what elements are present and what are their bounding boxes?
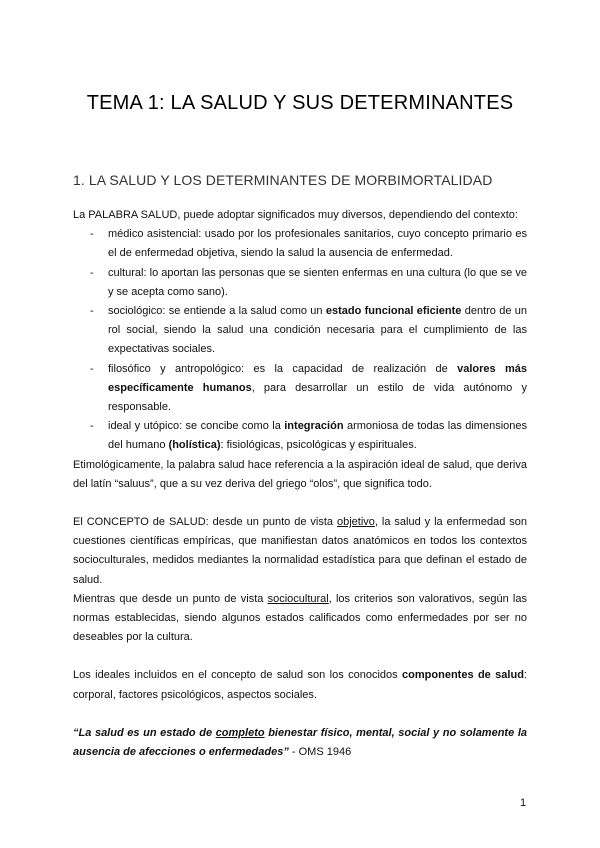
document-body xyxy=(73,206,527,762)
list-item xyxy=(73,302,527,360)
list-item xyxy=(73,264,527,302)
bold-term: valores más específicamente humanos xyxy=(108,362,527,394)
etymology-paragraph: Etimológicamente, la palabra salud hace referencia a la aspiración ideal de salud, que deriva del latín “saluus”, que a su vez deriva del griego “olos”, que significa todo. xyxy=(73,458,527,490)
list-dash: - xyxy=(90,228,94,241)
sociocultural-text: , los criterios son valorativos, según las normas establecidas, siendo algunos estados calificados como enfermedades por ser no deseables por la cultura. xyxy=(73,592,527,644)
list-dash: - xyxy=(90,362,94,375)
list-dash: - xyxy=(90,305,94,318)
section-heading: 1. LA SALUD Y LOS DETERMINANTES DE MORBIMORTALIDAD xyxy=(73,172,493,188)
list-item-text: cultural: lo aportan las personas que se sienten enfermas en una cultura (lo que se ve y se acepta como sano). xyxy=(108,266,527,298)
list-item-text: médico asistencial: usado por los profesionales sanitarios, cuyo concepto primario es el de enfermedad objetiva, siendo la salud la ausencia de enfermedad. xyxy=(108,228,527,260)
list-item xyxy=(73,225,527,263)
list-dash: - xyxy=(90,420,94,433)
ideals-text: Los ideales incluidos en el concepto de salud son los conocidos xyxy=(73,669,403,682)
list-item-text: filosófico y antropológico: es la capacidad de realización de xyxy=(108,362,458,375)
ideals-text: : corporal, factores psicológicos, aspectos sociales. xyxy=(73,669,527,701)
concept-paragraph xyxy=(73,513,527,590)
list-item xyxy=(73,360,527,418)
quote-underlined-term: completo xyxy=(215,726,265,739)
concept-text: , la salud y la enfermedad son cuestiones científicas empíricas, que manifiestan datos anatómicos en todos los contextos socioculturales, medidos mediantes la normalidad estadística para que definan el estado de salud. xyxy=(73,516,527,586)
meanings-list xyxy=(73,225,527,455)
list-item-text: : fisiológicas, psicológicas y espirituales. xyxy=(220,439,417,452)
list-item-text: ideal y utópico: se concibe como la xyxy=(108,420,285,433)
list-item-text: dentro de un rol social, siendo la salud una condición necesaria para el cumplimiento de las expectativas sociales. xyxy=(108,305,527,356)
intro-paragraph: La PALABRA SALUD, puede adoptar significados muy diversos, dependiendo del contexto: xyxy=(73,209,518,221)
bold-term: estado funcional eficiente xyxy=(325,305,462,318)
underlined-term: sociocultural xyxy=(267,592,329,605)
list-item-text: sociológico: se entiende a la salud como un xyxy=(108,305,326,318)
sociocultural-paragraph xyxy=(73,590,527,648)
list-dash: - xyxy=(90,266,94,279)
quote-text: “La salud es un estado de xyxy=(73,726,216,739)
quote-source: - OMS 1946 xyxy=(288,746,352,759)
list-item-text: armoniosa de todas las dimensiones del humano xyxy=(108,420,527,452)
underlined-term: objetivo xyxy=(336,516,375,529)
sociocultural-text: Mientras que desde un punto de vista xyxy=(73,592,268,605)
ideals-paragraph xyxy=(73,666,527,704)
list-item-text: , para desarrollar un estilo de vida autónomo y responsable. xyxy=(108,381,527,414)
concept-text: El CONCEPTO de SALUD: desde un punto de vista xyxy=(73,516,337,529)
bold-term: componentes de salud xyxy=(402,669,524,682)
bold-term: integración xyxy=(284,420,344,433)
page-number: 1 xyxy=(520,797,527,809)
who-quote xyxy=(73,724,527,762)
list-item xyxy=(73,417,527,455)
quote-text: bienestar físico, mental, social y no solamente la ausencia de afecciones o enfermedades” xyxy=(73,726,527,759)
page-title: TEMA 1: LA SALUD Y SUS DETERMINANTES xyxy=(86,92,514,114)
bold-term: (holística) xyxy=(168,439,221,452)
